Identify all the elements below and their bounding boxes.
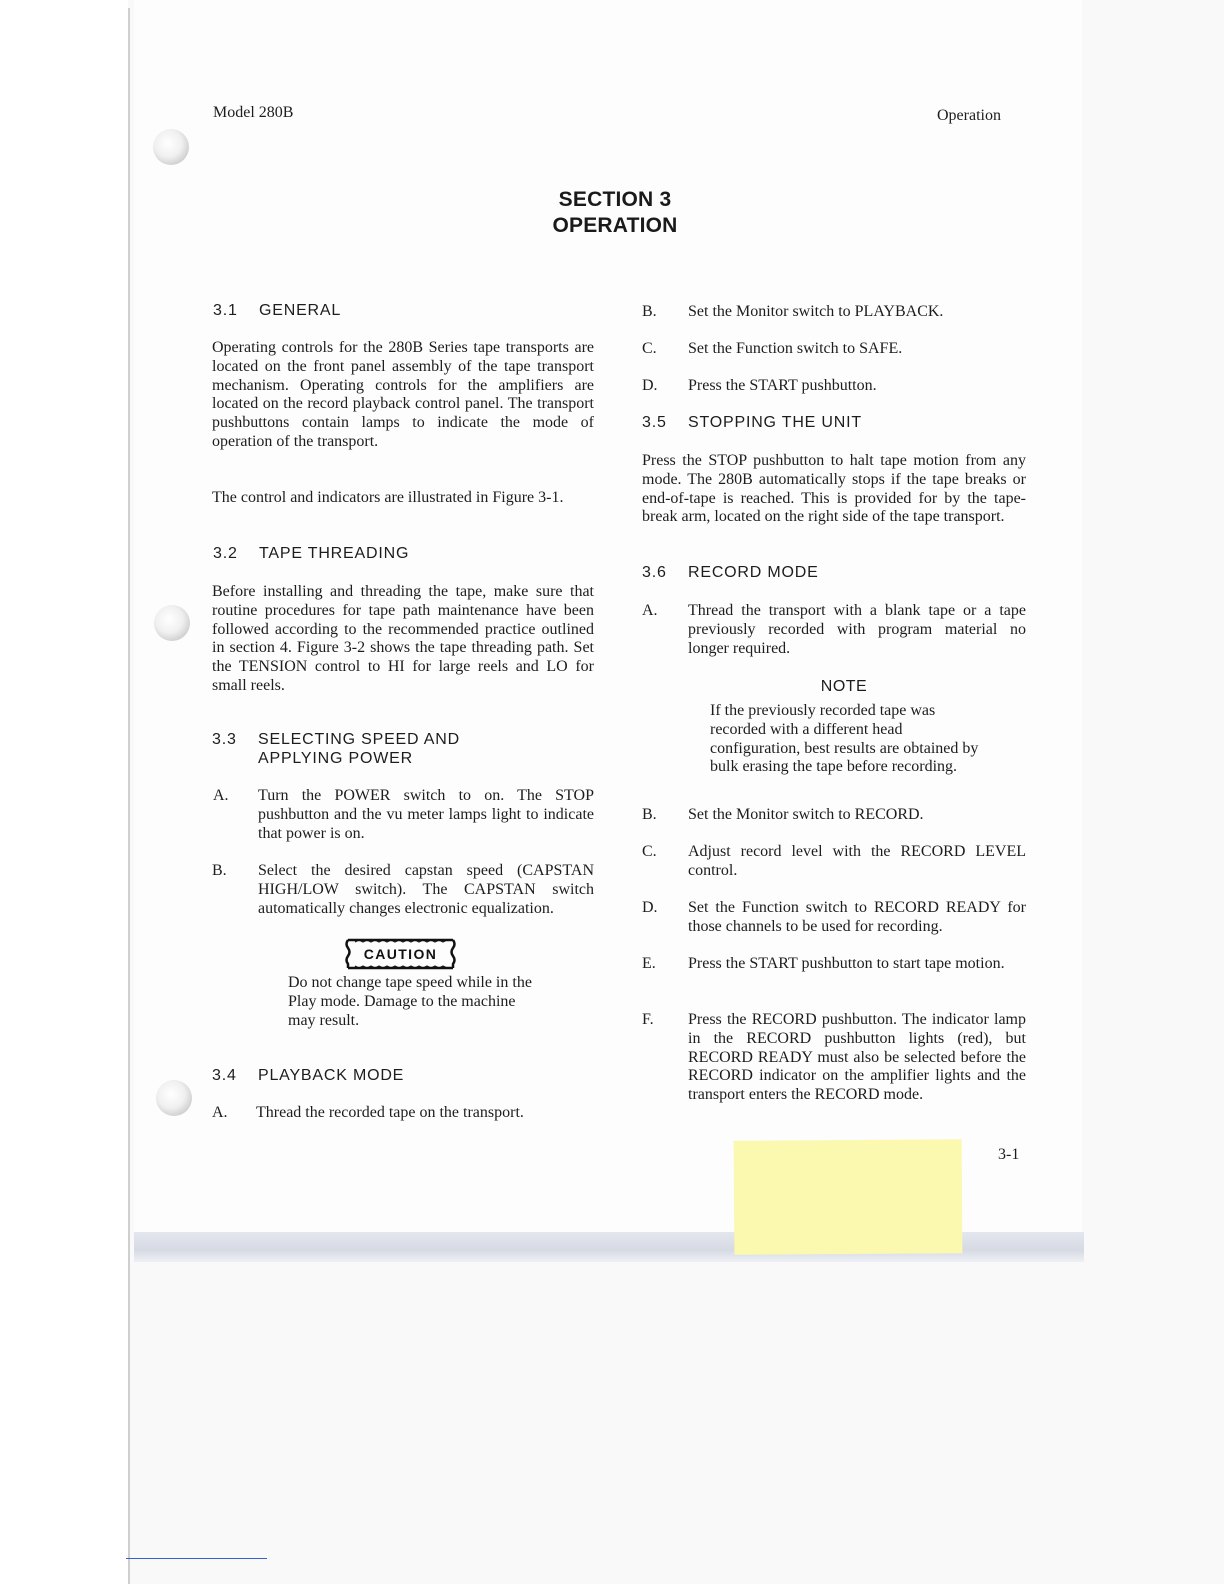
heading-title: GENERAL [259,302,342,319]
binder-hole-icon [156,1080,192,1116]
underline-mark [126,1558,267,1559]
list-item-letter: E. [642,955,656,972]
list-item-text: Set the Monitor switch to PLAYBACK. [688,303,944,320]
heading-title: RECORD MODE [688,564,819,581]
heading-number: 3.6 [642,564,667,581]
heading-3-1 [213,302,341,320]
section-number-title: SECTION 3 [558,188,672,211]
heading-3-3 [212,731,460,749]
heading-title-continued: APPLYING POWER [258,750,413,767]
binder-hole-icon [153,129,189,165]
list-item-letter: A. [212,1104,228,1121]
note-text: If the previously recorded tape was recorded with a different head configuration, best results are obtained by bulk erasing the tape before recording. [710,702,979,776]
list-item-text: Press the START pushbutton to start tape motion. [688,955,1005,972]
list-item-text: Thread the transport with a blank tape or a tape previously recorded with program material no longer required. [688,602,1026,657]
list-item-text: Set the Function switch to SAFE. [688,340,903,357]
running-header-section: Operation [937,107,1001,124]
paragraph-stopping: Press the STOP pushbutton to halt tape motion from any mode. The 280B automatically stops if the tape breaks or end-of-tape is reached. This is provided for by the tape-break arm, located on the right side of the tape transport. [642,452,1026,526]
sticky-note [734,1139,963,1255]
running-header-model: Model 280B [213,104,294,121]
list-item-text: Set the Function switch to RECORD READY for those channels to be used for recording. [688,899,1026,935]
list-item-text: Thread the recorded tape on the transport. [256,1104,524,1121]
list-item-text: Adjust record level with the RECORD LEVEL control. [688,843,1026,879]
caution-label: CAUTION [363,946,438,962]
binder-hole-icon [154,605,190,641]
heading-number: 3.1 [213,302,238,319]
section-name-title: OPERATION [552,214,678,237]
list-item-letter: B. [212,862,227,879]
heading-number: 3.4 [212,1067,237,1084]
heading-3-4 [212,1067,404,1085]
list-item-letter: C. [642,843,657,860]
paragraph-figure-reference: The control and indicators are illustrated in Figure 3-1. [212,489,564,506]
heading-number: 3.5 [642,414,667,431]
list-item-text: Press the START pushbutton. [688,377,877,394]
heading-3-5 [642,414,862,432]
list-item-letter: B. [642,303,657,320]
heading-3-6 [642,564,819,582]
heading-title: PLAYBACK MODE [258,1067,405,1084]
heading-title: STOPPING THE UNIT [688,414,862,431]
heading-number: 3.3 [212,731,237,748]
note-title: NOTE [820,678,868,695]
scan-edge-line [128,8,130,1584]
list-item-text: Press the RECORD pushbutton. The indicator lamp in the RECORD pushbutton lights (red), but RECORD READY must also be selected before the RECORD indicator on the amplifier lights and the transport enters the RECORD mode. [688,1011,1026,1104]
list-item-letter: A. [642,602,658,619]
caution-text: Do not change tape speed while in the Play mode. Damage to the machine may result. [288,974,532,1029]
list-item-text: Turn the POWER switch to on. The STOP pushbutton and the vu meter lamps light to indicate that power is on. [258,787,594,842]
list-item-text: Set the Monitor switch to RECORD. [688,806,924,823]
heading-title: SELECTING SPEED AND [258,731,460,748]
list-item-text: Select the desired capstan speed (CAPSTAN HIGH/LOW switch). The CAPSTAN switch automatically changes electronic equalization. [258,862,594,917]
list-item-letter: B. [642,806,657,823]
list-item-letter: A. [213,787,229,804]
list-item-letter: D. [642,377,658,394]
heading-title: TAPE THREADING [259,545,410,562]
list-item-letter: F. [642,1011,654,1028]
heading-3-2 [213,545,409,563]
caution-banner [345,938,456,970]
heading-number: 3.2 [213,545,238,562]
page-number: 3-1 [998,1146,1020,1163]
list-item-letter: D. [642,899,658,916]
paragraph-general: Operating controls for the 280B Series tape transports are located on the front panel assembly of the tape transport mechanism. Operating controls for the amplifiers are located on the record playback control panel. The transport pushbuttons contain lamps to indicate the mode of operation of the transport. [212,339,594,450]
list-item-letter: C. [642,340,657,357]
paragraph-tape-threading: Before installing and threading the tape, make sure that routine procedures for tape path maintenance have been followed according to the recommended practice outlined in section 4. Figure 3-2 shows the tape threading path. Set the TENSION control to HI for large reels and LO for small reels. [212,583,594,694]
